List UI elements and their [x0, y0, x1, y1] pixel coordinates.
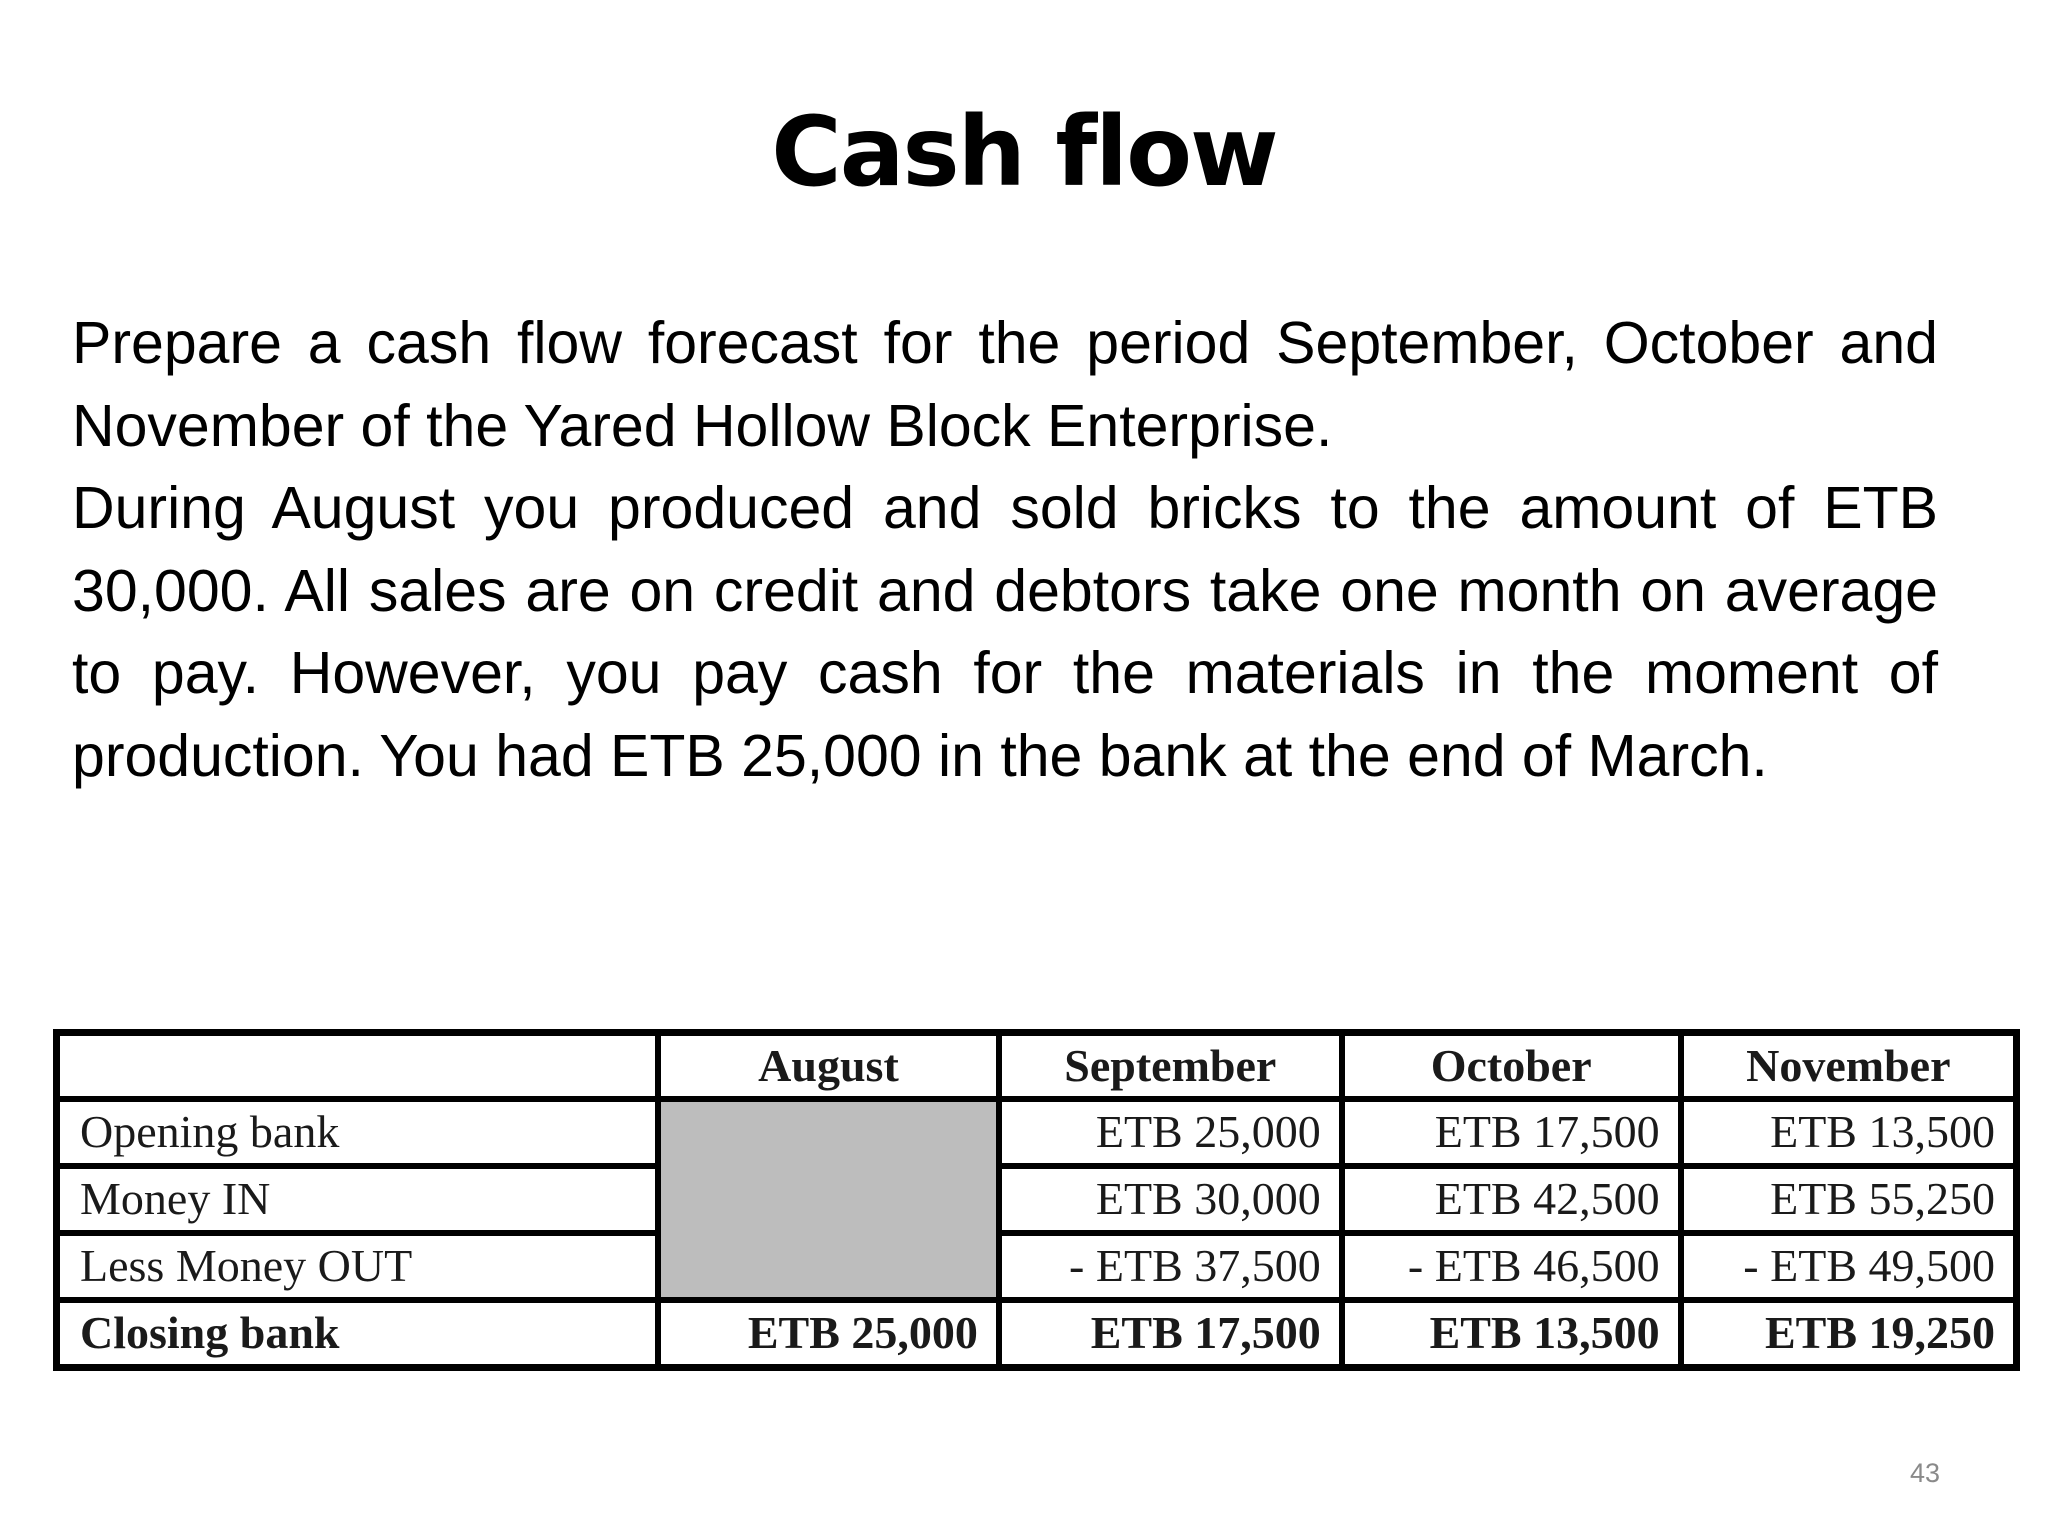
table-row [57, 1233, 2017, 1300]
row-label: Less Money OUT [57, 1233, 659, 1300]
cell-november: ETB 19,250 [1681, 1300, 2017, 1368]
cell-september: ETB 25,000 [999, 1099, 1342, 1166]
table-header-row [57, 1033, 2017, 1100]
cell-august: ETB 25,000 [658, 1300, 999, 1368]
header-august: August [658, 1033, 999, 1100]
paragraph-task: Prepare a cash flow forecast for the period September, October and November of the Yared Hollow Block Enterprise. [72, 310, 1938, 459]
cell-november: ETB 55,250 [1681, 1166, 2017, 1233]
cell-october: ETB 42,500 [1342, 1166, 1681, 1233]
cell-november: ETB 13,500 [1681, 1099, 2017, 1166]
cash-flow-table [53, 1029, 2020, 1371]
row-label: Opening bank [57, 1099, 659, 1166]
cell-october: ETB 17,500 [1342, 1099, 1681, 1166]
table-row [57, 1166, 2017, 1233]
table-row-total [57, 1300, 2017, 1368]
row-label: Money IN [57, 1166, 659, 1233]
row-label: Closing bank [57, 1300, 659, 1368]
paragraph-details: During August you produced and sold bricks to the amount of ETB 30,000. All sales are on credit and debtors take one month on average to pay. However, you pay cash for the materials in the moment of production. You had ETB 25,000 in the bank at the end of March. [72, 475, 1938, 789]
header-november: November [1681, 1033, 2017, 1100]
cell-november: - ETB 49,500 [1681, 1233, 2017, 1300]
slide-title: Cash flow [771, 96, 1277, 208]
cell-september: - ETB 37,500 [999, 1233, 1342, 1300]
cell-september: ETB 30,000 [999, 1166, 1342, 1233]
shaded-cell-august [658, 1099, 999, 1300]
header-empty [57, 1033, 659, 1100]
table-row [57, 1099, 2017, 1166]
cell-september: ETB 17,500 [999, 1300, 1342, 1368]
header-september: September [999, 1033, 1342, 1100]
body-text [72, 302, 1938, 797]
header-october: October [1342, 1033, 1681, 1100]
cell-october: - ETB 46,500 [1342, 1233, 1681, 1300]
page-number: 43 [1909, 1458, 1940, 1488]
cell-october: ETB 13,500 [1342, 1300, 1681, 1368]
